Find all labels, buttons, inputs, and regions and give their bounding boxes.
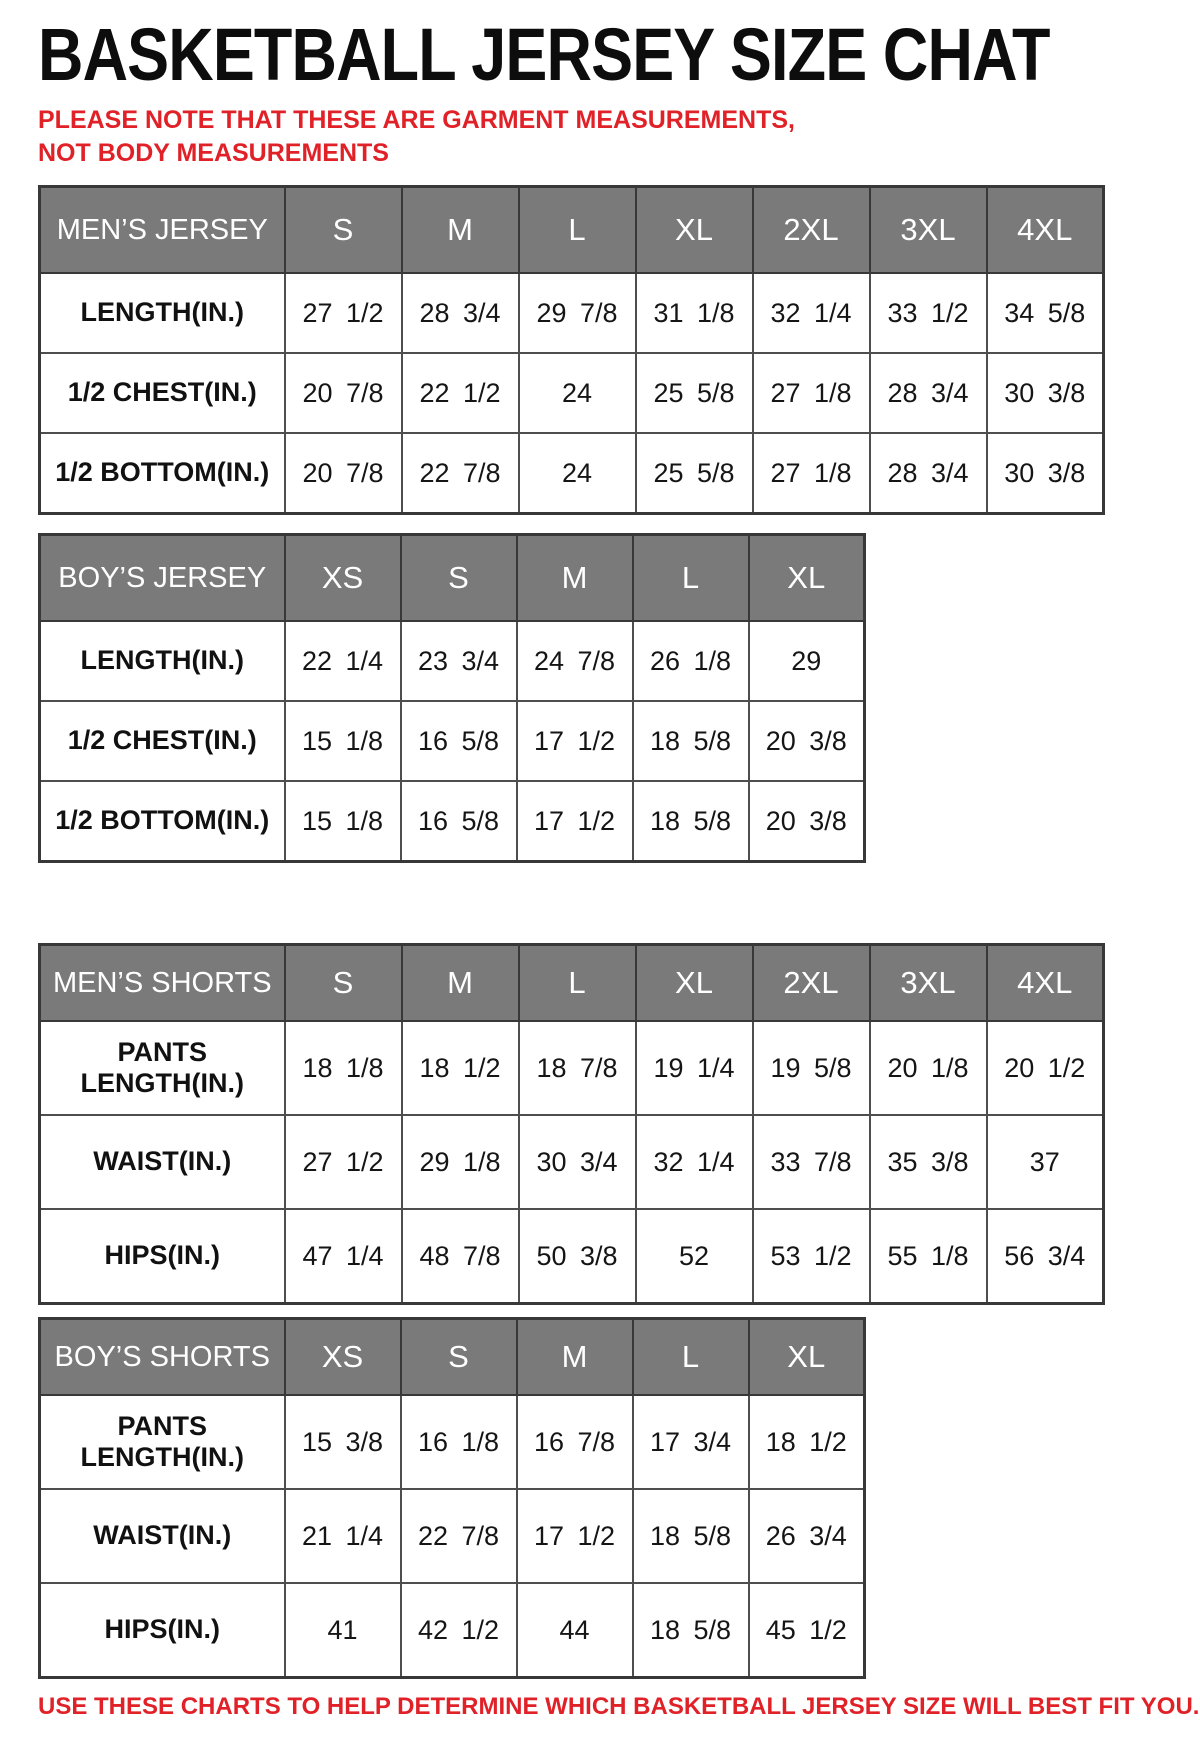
value-cell: 20 1/2 xyxy=(987,1021,1104,1115)
table-row xyxy=(40,701,865,781)
value-cell: 47 1/4 xyxy=(285,1209,402,1304)
value-cell: 27 1/8 xyxy=(753,433,870,514)
value-cell: 17 1/2 xyxy=(517,781,633,862)
value-cell: 41 xyxy=(285,1583,401,1678)
value-cell: 18 5/8 xyxy=(633,781,749,862)
header-row xyxy=(40,535,865,622)
boy-s-shorts-table xyxy=(38,1317,866,1679)
column-header-2xl: 2XL xyxy=(753,187,870,274)
value-cell: 16 5/8 xyxy=(401,701,517,781)
value-cell: 35 3/8 xyxy=(870,1115,987,1209)
column-header-3xl: 3XL xyxy=(870,187,987,274)
column-header-m: M xyxy=(517,535,633,622)
value-cell: 30 3/8 xyxy=(987,433,1104,514)
row-label-1-2-bottom-in: 1/2 BOTTOM(IN.) xyxy=(40,781,285,862)
table-row xyxy=(40,273,1104,353)
value-cell: 18 7/8 xyxy=(519,1021,636,1115)
value-cell: 30 3/8 xyxy=(987,353,1104,433)
value-cell: 31 1/8 xyxy=(636,273,753,353)
value-cell: 45 1/2 xyxy=(749,1583,865,1678)
value-cell: 17 1/2 xyxy=(517,701,633,781)
column-header-3xl: 3XL xyxy=(870,945,987,1022)
boy-s-jersey-table xyxy=(38,533,866,863)
header-row xyxy=(40,1319,865,1396)
value-cell: 18 1/2 xyxy=(749,1395,865,1489)
value-cell: 22 1/2 xyxy=(402,353,519,433)
value-cell: 21 1/4 xyxy=(285,1489,401,1583)
row-label-hips-in: HIPS(IN.) xyxy=(40,1583,285,1678)
column-header-m: M xyxy=(402,187,519,274)
value-cell: 33 1/2 xyxy=(870,273,987,353)
value-cell: 16 7/8 xyxy=(517,1395,633,1489)
column-header-xl: XL xyxy=(749,535,865,622)
value-cell: 34 5/8 xyxy=(987,273,1104,353)
value-cell: 20 1/8 xyxy=(870,1021,987,1115)
value-cell: 33 7/8 xyxy=(753,1115,870,1209)
row-label-length-in: LENGTH(IN.) xyxy=(40,621,285,701)
table-row xyxy=(40,433,1104,514)
column-header-xl: XL xyxy=(749,1319,865,1396)
column-header-s: S xyxy=(285,187,402,274)
men-s-jersey-table xyxy=(38,185,1105,515)
value-cell: 17 3/4 xyxy=(633,1395,749,1489)
table-row xyxy=(40,353,1104,433)
value-cell: 22 7/8 xyxy=(402,433,519,514)
value-cell: 32 1/4 xyxy=(753,273,870,353)
table-title: BOY’S JERSEY xyxy=(40,535,285,622)
value-cell: 56 3/4 xyxy=(987,1209,1104,1304)
column-header-s: S xyxy=(285,945,402,1022)
table-row xyxy=(40,621,865,701)
size-tables-container xyxy=(38,185,1170,1679)
value-cell: 20 3/8 xyxy=(749,781,865,862)
row-label-pants-length-in: PANTS LENGTH(IN.) xyxy=(40,1395,285,1489)
table-row xyxy=(40,1021,1104,1115)
value-cell: 27 1/8 xyxy=(753,353,870,433)
garment-measurements-note: PLEASE NOTE THAT THESE ARE GARMENT MEASUREMENTS, NOT BODY MEASUREMENTS xyxy=(38,106,795,167)
table-row xyxy=(40,1115,1104,1209)
row-label-1-2-chest-in: 1/2 CHEST(IN.) xyxy=(40,701,285,781)
value-cell: 18 5/8 xyxy=(633,701,749,781)
value-cell: 32 1/4 xyxy=(636,1115,753,1209)
column-header-l: L xyxy=(519,187,636,274)
value-cell: 37 xyxy=(987,1115,1104,1209)
table-title: MEN’S SHORTS xyxy=(40,945,285,1022)
value-cell: 26 1/8 xyxy=(633,621,749,701)
table-title: MEN’S JERSEY xyxy=(40,187,285,274)
value-cell: 48 7/8 xyxy=(402,1209,519,1304)
value-cell: 15 1/8 xyxy=(285,701,401,781)
header-row xyxy=(40,187,1104,274)
column-header-xl: XL xyxy=(636,945,753,1022)
value-cell: 19 5/8 xyxy=(753,1021,870,1115)
value-cell: 24 xyxy=(519,433,636,514)
value-cell: 26 3/4 xyxy=(749,1489,865,1583)
column-header-2xl: 2XL xyxy=(753,945,870,1022)
column-header-s: S xyxy=(401,1319,517,1396)
value-cell: 20 7/8 xyxy=(285,433,402,514)
row-label-waist-in: WAIST(IN.) xyxy=(40,1489,285,1583)
table-row xyxy=(40,1489,865,1583)
value-cell: 22 1/4 xyxy=(285,621,401,701)
table-row xyxy=(40,1395,865,1489)
column-header-m: M xyxy=(402,945,519,1022)
column-header-xs: XS xyxy=(285,535,401,622)
value-cell: 16 1/8 xyxy=(401,1395,517,1489)
column-header-4xl: 4XL xyxy=(987,187,1104,274)
value-cell: 15 1/8 xyxy=(285,781,401,862)
value-cell: 25 5/8 xyxy=(636,433,753,514)
value-cell: 53 1/2 xyxy=(753,1209,870,1304)
value-cell: 18 1/2 xyxy=(402,1021,519,1115)
row-label-length-in: LENGTH(IN.) xyxy=(40,273,285,353)
value-cell: 22 7/8 xyxy=(401,1489,517,1583)
value-cell: 18 5/8 xyxy=(633,1583,749,1678)
value-cell: 28 3/4 xyxy=(402,273,519,353)
table-row xyxy=(40,781,865,862)
value-cell: 19 1/4 xyxy=(636,1021,753,1115)
value-cell: 20 3/8 xyxy=(749,701,865,781)
value-cell: 20 7/8 xyxy=(285,353,402,433)
value-cell: 27 1/2 xyxy=(285,273,402,353)
value-cell: 25 5/8 xyxy=(636,353,753,433)
row-label-1-2-bottom-in: 1/2 BOTTOM(IN.) xyxy=(40,433,285,514)
column-header-s: S xyxy=(401,535,517,622)
value-cell: 15 3/8 xyxy=(285,1395,401,1489)
column-header-xl: XL xyxy=(636,187,753,274)
footer-note: USE THESE CHARTS TO HELP DETERMINE WHICH BASKETBALL JERSEY SIZE WILL BEST FIT YOU. xyxy=(38,1693,1200,1720)
value-cell: 18 1/8 xyxy=(285,1021,402,1115)
value-cell: 18 5/8 xyxy=(633,1489,749,1583)
table-row xyxy=(40,1209,1104,1304)
row-label-1-2-chest-in: 1/2 CHEST(IN.) xyxy=(40,353,285,433)
table-title: BOY’S SHORTS xyxy=(40,1319,285,1396)
column-header-m: M xyxy=(517,1319,633,1396)
value-cell: 24 xyxy=(519,353,636,433)
row-label-waist-in: WAIST(IN.) xyxy=(40,1115,285,1209)
row-label-pants-length-in: PANTS LENGTH(IN.) xyxy=(40,1021,285,1115)
value-cell: 52 xyxy=(636,1209,753,1304)
value-cell: 28 3/4 xyxy=(870,353,987,433)
value-cell: 24 7/8 xyxy=(517,621,633,701)
column-header-4xl: 4XL xyxy=(987,945,1104,1022)
page-title: BASKETBALL JERSEY SIZE CHAT xyxy=(38,13,1050,96)
value-cell: 44 xyxy=(517,1583,633,1678)
table-row xyxy=(40,1583,865,1678)
value-cell: 28 3/4 xyxy=(870,433,987,514)
header-row xyxy=(40,945,1104,1022)
value-cell: 29 xyxy=(749,621,865,701)
men-s-shorts-table xyxy=(38,943,1105,1305)
value-cell: 27 1/2 xyxy=(285,1115,402,1209)
column-header-l: L xyxy=(519,945,636,1022)
value-cell: 55 1/8 xyxy=(870,1209,987,1304)
value-cell: 23 3/4 xyxy=(401,621,517,701)
value-cell: 30 3/4 xyxy=(519,1115,636,1209)
column-header-l: L xyxy=(633,1319,749,1396)
value-cell: 50 3/8 xyxy=(519,1209,636,1304)
value-cell: 42 1/2 xyxy=(401,1583,517,1678)
value-cell: 29 7/8 xyxy=(519,273,636,353)
value-cell: 16 5/8 xyxy=(401,781,517,862)
value-cell: 17 1/2 xyxy=(517,1489,633,1583)
value-cell: 29 1/8 xyxy=(402,1115,519,1209)
column-header-l: L xyxy=(633,535,749,622)
column-header-xs: XS xyxy=(285,1319,401,1396)
row-label-hips-in: HIPS(IN.) xyxy=(40,1209,285,1304)
